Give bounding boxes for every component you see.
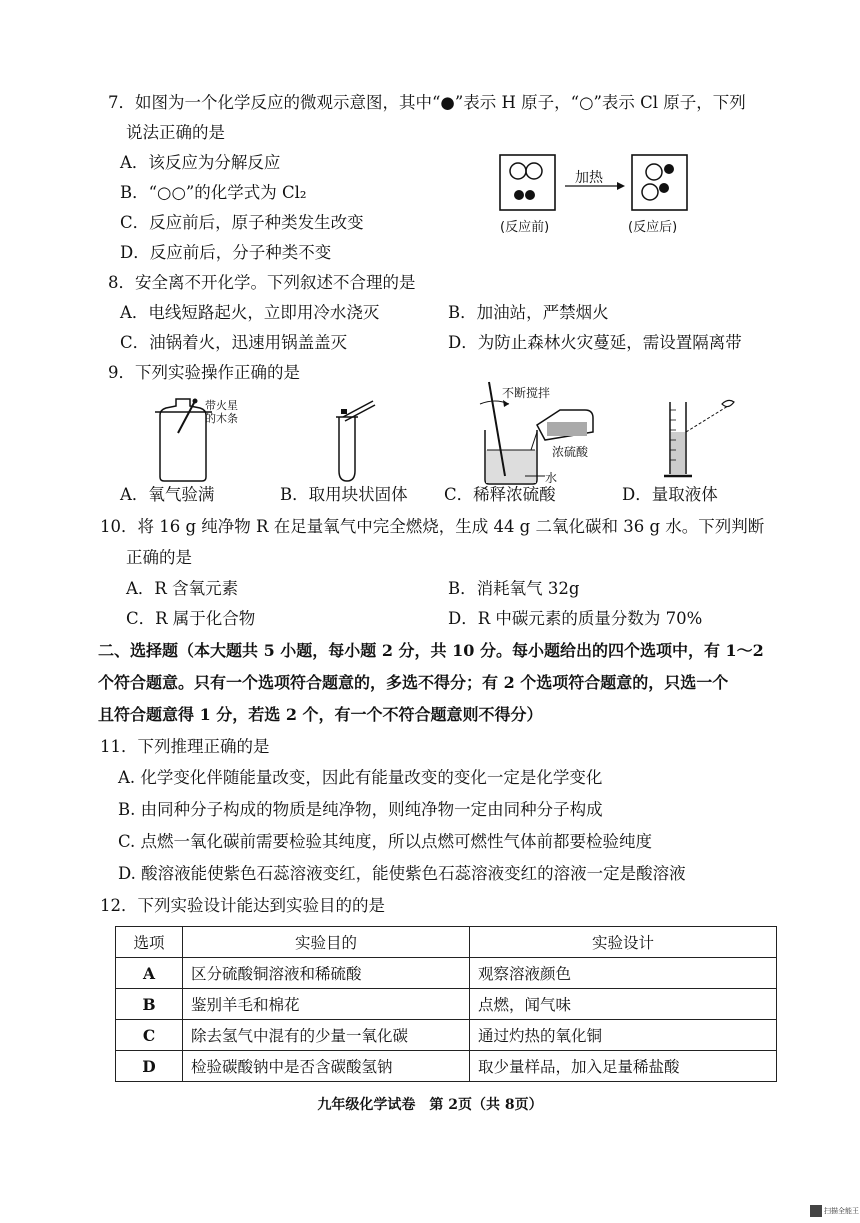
q10-stem-line2: 正确的是 (126, 548, 192, 567)
table-cell: 除去氢气中混有的少量一氧化碳 (183, 1020, 470, 1051)
section2-line3: 且符合题意得 1 分，若选 2 个，有一个不符合题意则不得分） (98, 705, 543, 724)
table-header: 实验目的 (183, 927, 470, 958)
q9-label-splint2: 的木条 (205, 412, 238, 425)
q7-stem-line2: 说法正确的是 (126, 123, 225, 142)
q11-option-d: D. 酸溶液能使紫色石蕊溶液变红，能使紫色石蕊溶液变红的溶液一定是酸溶液 (118, 864, 686, 883)
q9-option-d: D．量取液体 (622, 485, 718, 504)
q9-option-a: A．氧气验满 (120, 485, 215, 504)
q7-arrow-label: 加热 (575, 170, 603, 186)
q8-option-b: B．加油站，严禁烟火 (448, 303, 609, 322)
q9-label-acid: 浓硫酸 (552, 445, 589, 459)
q8-stem: 8．安全离不开化学。下列叙述不合理的是 (108, 273, 416, 292)
table-header: 实验设计 (470, 927, 777, 958)
table-cell: 取少量样品，加入足量稀盐酸 (470, 1051, 777, 1082)
q7-option-b: B．“○○”的化学式为 Cl₂ (120, 183, 307, 202)
q9-label-water: 水 (545, 471, 558, 485)
table-cell: B (116, 989, 183, 1020)
cl-atom-icon (642, 184, 658, 200)
q11-option-c: C. 点燃一氧化碳前需要检验其纯度，所以点燃可燃性气体前都要检验纯度 (118, 832, 653, 851)
page-footer: 九年级化学试卷 第 2页（共 8页） (317, 1097, 543, 1113)
q10-option-c: C．R 属于化合物 (126, 609, 256, 628)
q12-table (115, 926, 777, 1082)
q9-label-stir: 不断搅拌 (502, 386, 551, 400)
table-cell: 检验碳酸钠中是否含碳酸氢钠 (183, 1051, 470, 1082)
q9-option-c: C．稀释浓硫酸 (444, 485, 556, 504)
table-cell: 鉴别羊毛和棉花 (183, 989, 470, 1020)
q7-option-c: C．反应前后，原子种类发生改变 (120, 213, 364, 232)
table-cell: C (116, 1020, 183, 1051)
eye-icon (722, 400, 734, 406)
q7-caption-after: (反应后) (628, 220, 678, 235)
table-cell: 点燃，闻气味 (470, 989, 777, 1020)
qr-code-icon (810, 1205, 822, 1217)
q11-option-b: B. 由同种分子构成的物质是纯净物，则纯净物一定由同种分子构成 (118, 800, 603, 819)
q10-option-a: A．R 含氧元素 (126, 579, 239, 598)
section2-line2: 个符合题意。只有一个选项符合题意的，多选不得分；有 2 个选项符合题意的，只选一个 (98, 673, 729, 692)
cl-atom-icon (526, 163, 542, 179)
q7-option-a: A．该反应为分解反应 (120, 153, 281, 172)
table-cell: D (116, 1051, 183, 1082)
table-row (116, 958, 777, 989)
cl-atom-icon (510, 163, 526, 179)
q10-option-b: B．消耗氧气 32g (448, 579, 580, 598)
table-row (116, 1051, 777, 1082)
q9-fig-d-cylinder (660, 392, 740, 487)
q12-stem: 12．下列实验设计能达到实验目的的是 (100, 896, 385, 915)
table-row (116, 989, 777, 1020)
table-row (116, 1020, 777, 1051)
q7-option-d: D．反应前后，分子种类不变 (120, 243, 332, 262)
table-cell: 观察溶液颜色 (470, 958, 777, 989)
watermark-text: 扫描全能王 (824, 1207, 859, 1215)
h-atom-icon (659, 183, 669, 193)
table-header: 选项 (116, 927, 183, 958)
table-cell: A (116, 958, 183, 989)
q9-stem: 9．下列实验操作正确的是 (108, 363, 300, 382)
q9-option-b: B．取用块状固体 (280, 485, 408, 504)
q9-label-splint1: 带火星 (205, 399, 238, 412)
q9-fig-b-test-tube (325, 395, 385, 485)
q11-option-a: A. 化学变化伴随能量改变，因此有能量改变的变化一定是化学变化 (118, 768, 603, 787)
cl-atom-icon (646, 164, 662, 180)
table-cell: 通过灼热的氧化铜 (470, 1020, 777, 1051)
table-cell: 区分硫酸铜溶液和稀硫酸 (183, 958, 470, 989)
box-after (632, 155, 687, 210)
q8-option-c: C．油锅着火，迅速用锅盖盖灭 (120, 333, 348, 352)
h-atom-icon (664, 164, 674, 174)
q8-option-a: A．电线短路起火，立即用冷水浇灭 (120, 303, 380, 322)
h-atom-icon (525, 190, 535, 200)
q11-stem: 11．下列推理正确的是 (100, 737, 270, 756)
h-atom-icon (514, 190, 524, 200)
arrowhead-icon (617, 182, 625, 190)
box-before (500, 155, 555, 210)
q8-option-d: D．为防止森林火灾蔓延，需设置隔离带 (448, 333, 742, 352)
q10-option-d: D．R 中碳元素的质量分数为 70% (448, 609, 703, 628)
q10-stem-line1: 10．将 16 g 纯净物 R 在足量氧气中完全燃烧，生成 44 g 二氧化碳和 36 g 水。下列判断 (100, 517, 765, 536)
table-header-row (116, 927, 777, 958)
q7-stem-line1: 7．如图为一个化学反应的微观示意图，其中“●”表示 H 原子，“○”表示 Cl 原子，下列 (108, 93, 746, 112)
section2-line1: 二、选择题（本大题共 5 小题，每小题 2 分，共 10 分。每小题给出的四个选项中，有 1～2 (98, 641, 764, 660)
q7-caption-before: (反应前) (500, 220, 550, 235)
